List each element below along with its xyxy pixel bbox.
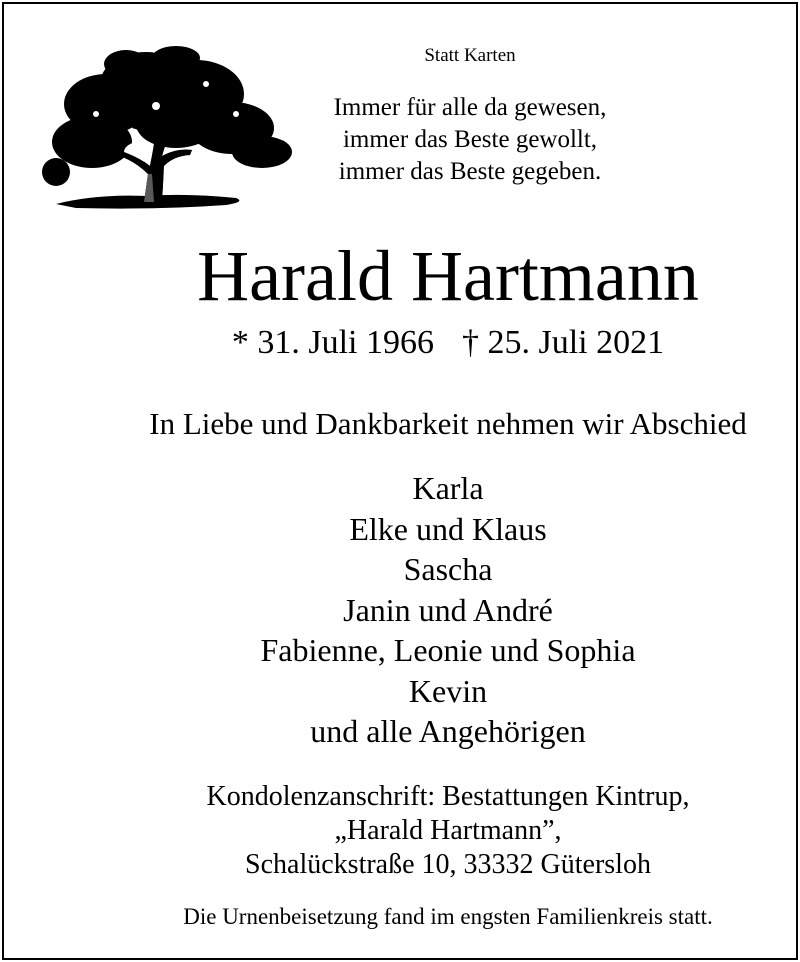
- mourner: und alle Angehörigen: [310, 713, 586, 749]
- death-date: † 25. Juli 2021: [462, 324, 665, 361]
- tree-icon: [36, 44, 300, 212]
- statt-karten: Statt Karten: [424, 45, 516, 66]
- farewell-line: In Liebe und Dankbarkeit nehmen wir Abschied: [149, 406, 747, 441]
- quote-line: immer das Beste gegeben.: [338, 158, 602, 185]
- mourner: Karla: [412, 470, 484, 506]
- urn-burial-note: Die Urnenbeisetzung fand im engsten Familienkreis statt.: [183, 904, 713, 929]
- mourner: Janin und André: [343, 591, 553, 628]
- deceased-name: Harald Hartmann: [197, 236, 699, 316]
- life-dates: [48, 326, 800, 360]
- condolence-line: Schalückstraße 10, 33332 Gütersloh: [245, 849, 651, 880]
- mourner: Kevin: [408, 672, 488, 709]
- condolence-line: „Harald Hartmann”,: [334, 815, 562, 846]
- memorial-quote: [300, 92, 640, 188]
- mourners-list: [48, 468, 800, 752]
- condolence-line: Kondolenzanschrift: Bestattungen Kintrup,: [206, 781, 690, 812]
- quote-line: immer das Beste gewollt,: [342, 126, 598, 153]
- birth-date: * 31. Juli 1966: [231, 324, 434, 361]
- quote-line: Immer für alle da gewesen,: [333, 94, 607, 121]
- mourner: Fabienne, Leonie und Sophia: [260, 632, 636, 668]
- mourner: Sascha: [403, 551, 493, 587]
- condolence-address: [48, 780, 800, 882]
- mourner: Elke und Klaus: [349, 510, 547, 547]
